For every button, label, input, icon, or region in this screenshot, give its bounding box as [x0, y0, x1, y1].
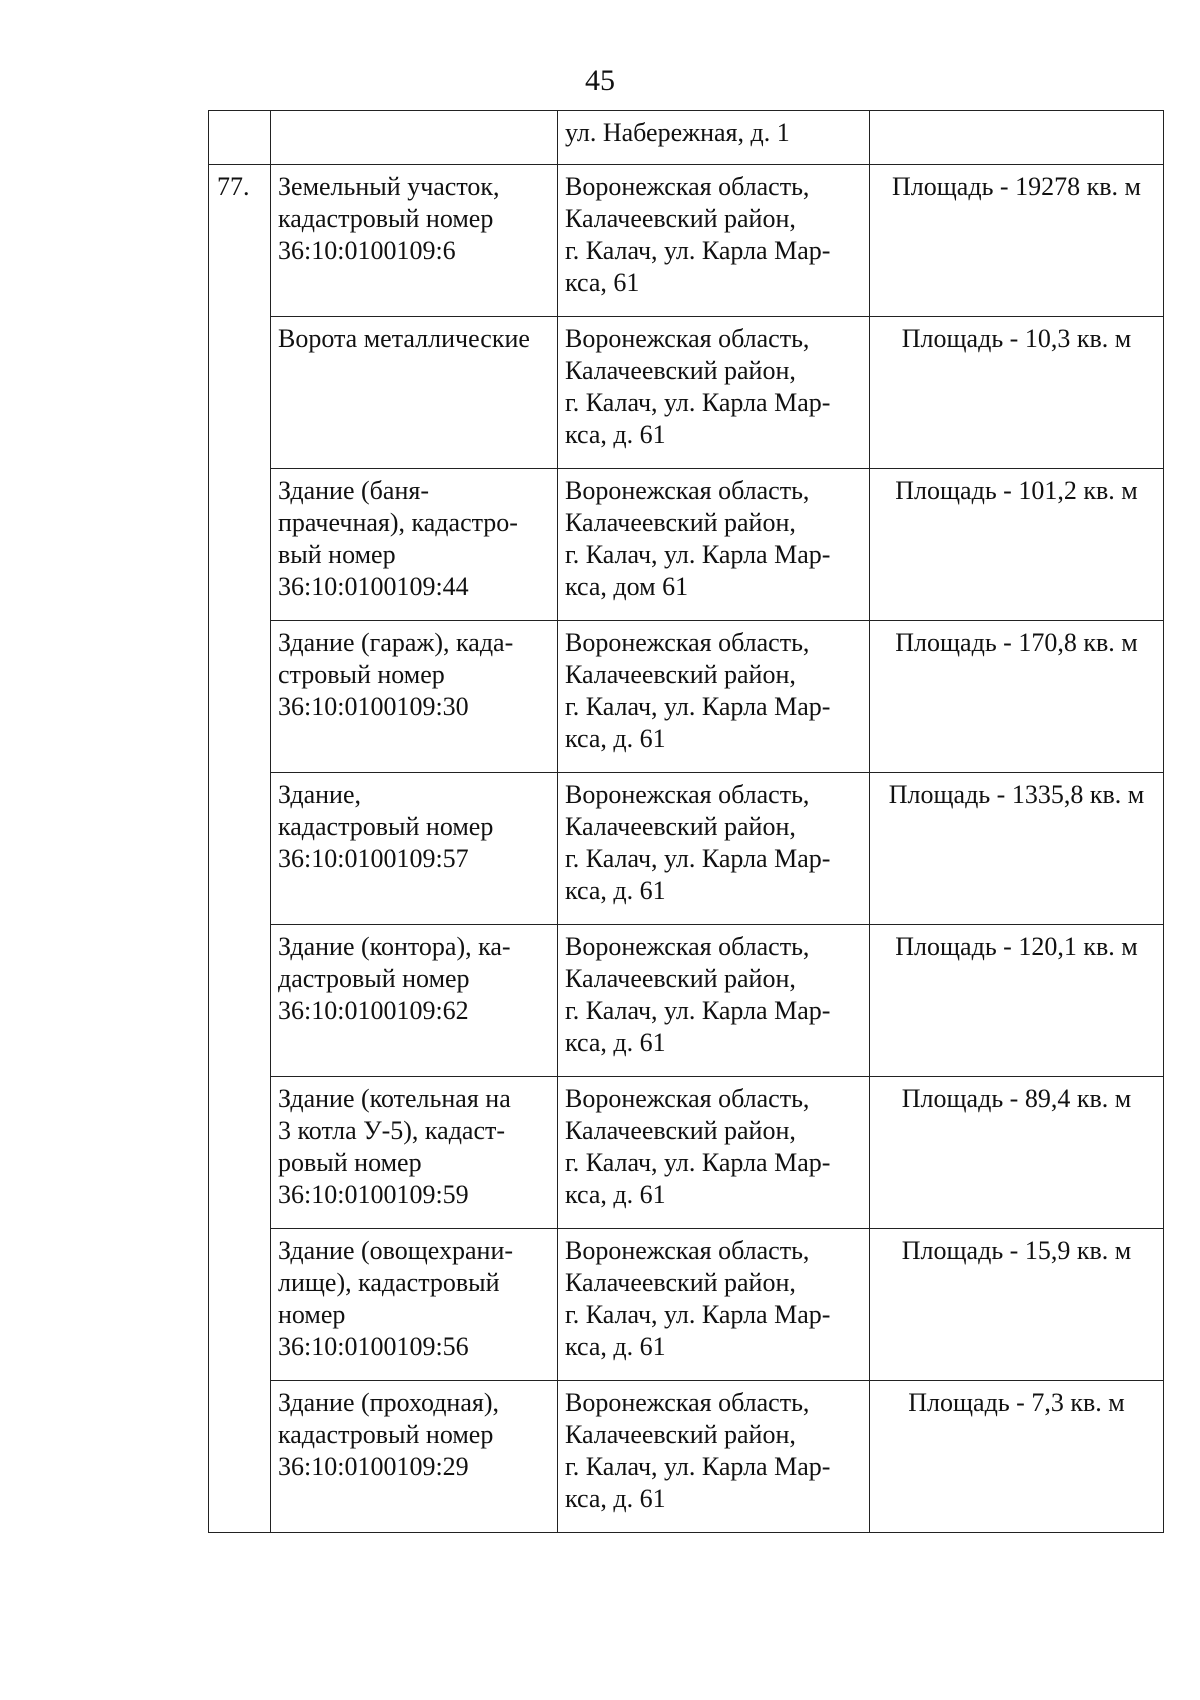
- cell-name: Здание (овощехрани- лище), кадастровый номер 36:10:0100109:56: [271, 1229, 558, 1381]
- cell-area: Площадь - 19278 кв. м: [870, 165, 1164, 317]
- table-row-continuation: [209, 111, 1164, 165]
- cell-number: 77.: [209, 165, 271, 317]
- cell-name: [271, 111, 558, 165]
- cell-name: Здание (контора), ка- дастровый номер 36:10:0100109:62: [271, 925, 558, 1077]
- table-row: [209, 165, 1164, 317]
- cell-area: Площадь - 120,1 кв. м: [870, 925, 1164, 1077]
- cell-address: Воронежская область, Калачеевский район, г. Калач, ул. Карла Мар- кса, д. 61: [558, 317, 870, 469]
- cell-area: Площадь - 7,3 кв. м: [870, 1381, 1164, 1533]
- cell-name: Здание (проходная), кадастровый номер 36:10:0100109:29: [271, 1381, 558, 1533]
- property-table: [208, 110, 1164, 1533]
- cell-area: Площадь - 15,9 кв. м: [870, 1229, 1164, 1381]
- cell-address: ул. Набережная, д. 1: [558, 111, 870, 165]
- cell-address: Воронежская область, Калачеевский район, г. Калач, ул. Карла Мар- кса, д. 61: [558, 1381, 870, 1533]
- cell-number: [209, 469, 271, 621]
- cell-number: [209, 1229, 271, 1381]
- table-row: [209, 773, 1164, 925]
- cell-area: Площадь - 10,3 кв. м: [870, 317, 1164, 469]
- cell-number: [209, 925, 271, 1077]
- page-number: 45: [585, 64, 615, 97]
- cell-address: Воронежская область, Калачеевский район, г. Калач, ул. Карла Мар- кса, д. 61: [558, 1229, 870, 1381]
- cell-name: Здание, кадастровый номер 36:10:0100109:57: [271, 773, 558, 925]
- table-row: [209, 1229, 1164, 1381]
- cell-name: Земельный участок, кадастровый номер 36:10:0100109:6: [271, 165, 558, 317]
- table-row: [209, 1381, 1164, 1533]
- table-row: [209, 469, 1164, 621]
- cell-address: Воронежская область, Калачеевский район, г. Калач, ул. Карла Мар- кса, д. 61: [558, 773, 870, 925]
- cell-number: [209, 317, 271, 469]
- cell-area: Площадь - 89,4 кв. м: [870, 1077, 1164, 1229]
- cell-number: [209, 621, 271, 773]
- cell-number: [209, 773, 271, 925]
- cell-address: Воронежская область, Калачеевский район, г. Калач, ул. Карла Мар- кса, д. 61: [558, 925, 870, 1077]
- cell-number: [209, 1381, 271, 1533]
- table-row: [209, 925, 1164, 1077]
- cell-name: Ворота металлические: [271, 317, 558, 469]
- cell-address: Воронежская область, Калачеевский район, г. Калач, ул. Карла Мар- кса, д. 61: [558, 621, 870, 773]
- cell-number: [209, 111, 271, 165]
- table-row: [209, 621, 1164, 773]
- cell-area: Площадь - 170,8 кв. м: [870, 621, 1164, 773]
- cell-address: Воронежская область, Калачеевский район, г. Калач, ул. Карла Мар- кса, дом 61: [558, 469, 870, 621]
- cell-name: Здание (баня- прачечная), кадастро- вый номер 36:10:0100109:44: [271, 469, 558, 621]
- cell-area: Площадь - 101,2 кв. м: [870, 469, 1164, 621]
- cell-number: [209, 1077, 271, 1229]
- table-row: [209, 1077, 1164, 1229]
- cell-area: [870, 111, 1164, 165]
- table-row: [209, 317, 1164, 469]
- cell-address: Воронежская область, Калачеевский район, г. Калач, ул. Карла Мар- кса, д. 61: [558, 1077, 870, 1229]
- cell-name: Здание (гараж), када- стровый номер 36:10:0100109:30: [271, 621, 558, 773]
- cell-name: Здание (котельная на 3 котла У-5), кадаст- ровый номер 36:10:0100109:59: [271, 1077, 558, 1229]
- cell-area: Площадь - 1335,8 кв. м: [870, 773, 1164, 925]
- cell-address: Воронежская область, Калачеевский район, г. Калач, ул. Карла Мар- кса, 61: [558, 165, 870, 317]
